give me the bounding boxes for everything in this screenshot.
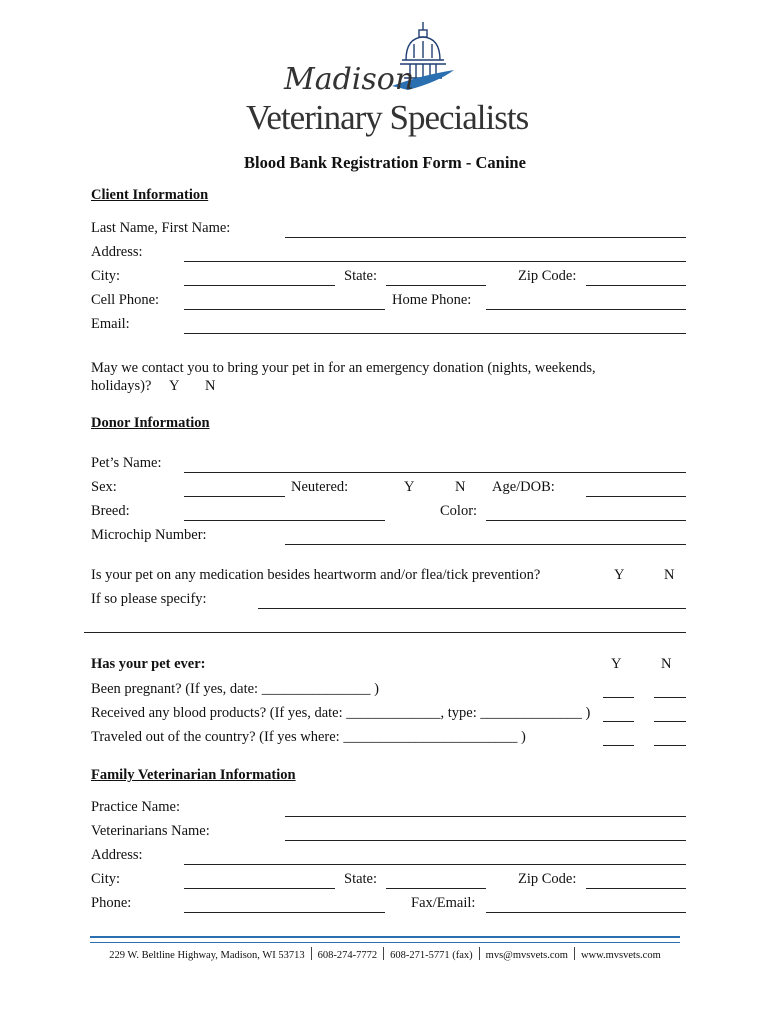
color-label: Color: <box>440 503 478 519</box>
vet-address-label: Address: <box>91 847 143 863</box>
home-phone-field[interactable] <box>486 309 686 310</box>
practice-name-label: Practice Name: <box>91 799 180 815</box>
vet-name-label: Veterinarians Name: <box>91 823 210 839</box>
specify-label: If so please specify: <box>91 591 207 607</box>
neutered-label: Neutered: <box>291 479 349 495</box>
pet-name-field[interactable] <box>184 472 686 473</box>
travel-no-field[interactable] <box>654 745 686 746</box>
vet-fax-email-label: Fax/Email: <box>411 895 476 911</box>
medication-question: Is your pet on any medication besides heartworm and/or flea/tick prevention? <box>91 567 541 583</box>
travel-yes-field[interactable] <box>603 745 634 746</box>
footer-email-link[interactable]: mvs@mvsvets.com <box>485 950 568 961</box>
last-first-name-label: Last Name, First Name: <box>91 220 231 236</box>
footer-contact <box>0 947 770 961</box>
footer-web-link[interactable]: www.mvsvets.com <box>580 950 661 961</box>
logo-script-text: Madison <box>284 62 415 97</box>
blood-products-question: Received any blood products? (If yes, date: _____________, type: ______________ ) <box>91 705 591 721</box>
contact-question-line1: May we contact you to bring your pet in for an emergency donation (nights, weekends, <box>91 360 596 376</box>
state-label: State: <box>344 268 378 284</box>
age-dob-label: Age/DOB: <box>492 479 555 495</box>
form-title: Blood Bank Registration Form - Canine <box>244 153 526 172</box>
zip-field[interactable] <box>586 285 686 286</box>
specify-field[interactable] <box>258 608 686 609</box>
history-heading: Has your pet ever: <box>91 656 206 672</box>
logo-name-text: Veterinary Specialists <box>246 98 529 137</box>
footer-address: 229 W. Beltline Highway, Madison, WI 53713 <box>109 950 305 961</box>
breed-field[interactable] <box>184 520 385 521</box>
breed-label: Breed: <box>91 503 130 519</box>
medication-yes-option[interactable]: Y <box>614 567 625 583</box>
travel-question: Traveled out of the country? (If yes where: ________________________ ) <box>91 729 526 745</box>
cell-phone-label: Cell Phone: <box>91 292 160 308</box>
pet-name-label: Pet’s Name: <box>91 455 162 471</box>
sex-label: Sex: <box>91 479 117 495</box>
history-no-header: N <box>661 656 672 672</box>
age-dob-field[interactable] <box>586 496 686 497</box>
vet-phone-label: Phone: <box>91 895 132 911</box>
vet-zip-label: Zip Code: <box>518 871 577 887</box>
contact-yes-option[interactable]: Y <box>169 378 180 394</box>
microchip-label: Microchip Number: <box>91 527 207 543</box>
contact-question-line2: holidays)? <box>91 378 152 394</box>
vet-zip-field[interactable] <box>586 888 686 889</box>
section-divider <box>84 632 686 633</box>
pregnant-no-field[interactable] <box>654 697 686 698</box>
vet-city-label: City: <box>91 871 121 887</box>
state-field[interactable] <box>386 285 486 286</box>
practice-name-field[interactable] <box>285 816 686 817</box>
vet-address-field[interactable] <box>184 864 686 865</box>
donor-info-heading: Donor Information <box>91 415 210 431</box>
client-info-heading: Client Information <box>91 187 209 203</box>
city-label: City: <box>91 268 121 284</box>
email-field[interactable] <box>184 333 686 334</box>
footer-separator <box>383 947 384 960</box>
footer-separator <box>479 947 480 960</box>
blood-yes-field[interactable] <box>603 721 634 722</box>
microchip-field[interactable] <box>285 544 686 545</box>
city-field[interactable] <box>184 285 335 286</box>
last-first-name-field[interactable] <box>285 237 686 238</box>
neutered-yes-option[interactable]: Y <box>404 479 415 495</box>
family-vet-heading: Family Veterinarian Information <box>91 767 296 783</box>
vet-name-field[interactable] <box>285 840 686 841</box>
vet-state-field[interactable] <box>386 888 486 889</box>
footer-phone: 608-274-7772 <box>317 950 378 961</box>
color-field[interactable] <box>486 520 686 521</box>
blood-no-field[interactable] <box>654 721 686 722</box>
address-field[interactable] <box>184 261 686 262</box>
footer-rule <box>90 936 680 943</box>
pregnant-yes-field[interactable] <box>603 697 634 698</box>
sex-field[interactable] <box>184 496 285 497</box>
zip-label: Zip Code: <box>518 268 577 284</box>
address-label: Address: <box>91 244 143 260</box>
cell-phone-field[interactable] <box>184 309 385 310</box>
vet-fax-email-field[interactable] <box>486 912 686 913</box>
footer-separator <box>311 947 312 960</box>
vet-state-label: State: <box>344 871 378 887</box>
footer-separator <box>574 947 575 960</box>
contact-no-option[interactable]: N <box>205 378 216 394</box>
email-label: Email: <box>91 316 130 332</box>
home-phone-label: Home Phone: <box>392 292 472 308</box>
neutered-no-option[interactable]: N <box>455 479 466 495</box>
history-yes-header: Y <box>611 656 622 672</box>
medication-no-option[interactable]: N <box>664 567 675 583</box>
footer-fax: 608-271-5771 (fax) <box>390 950 473 961</box>
logo <box>240 20 530 140</box>
vet-phone-field[interactable] <box>184 912 385 913</box>
vet-city-field[interactable] <box>184 888 335 889</box>
pregnant-question: Been pregnant? (If yes, date: _______________ ) <box>91 681 379 697</box>
